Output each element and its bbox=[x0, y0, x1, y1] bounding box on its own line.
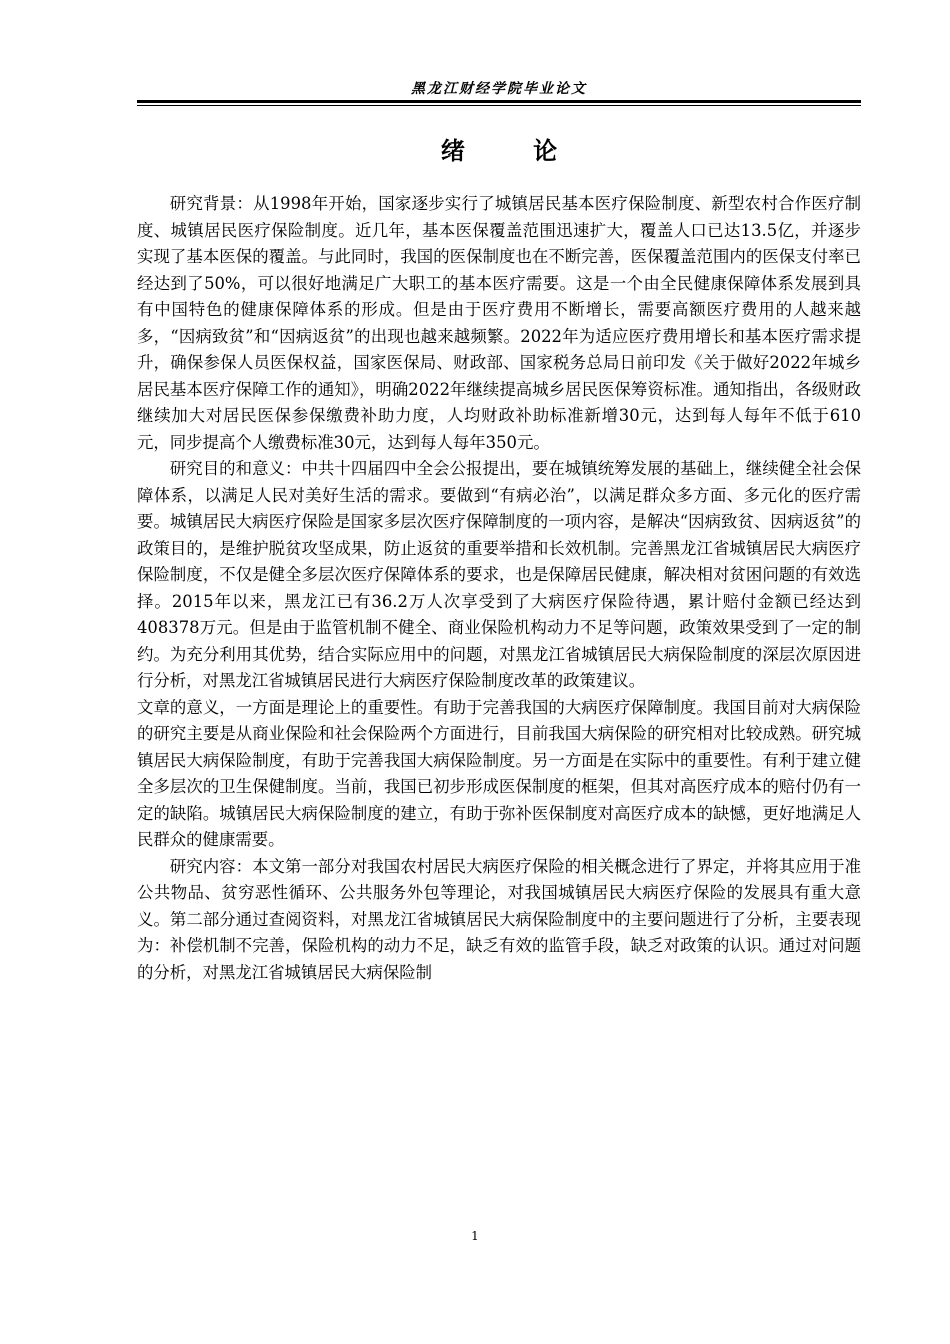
paragraph-research-content: 研究内容：本文第一部分对我国农村居民大病医疗保险的相关概念进行了界定，并将其应用于准公共物品、贫穷恶性循环、公共服务外包等理论，对我国城镇居民大病医疗保险的发展具有重大意义。第二部分通过查阅资料，对黑龙江省城镇居民大病保险制度中的主要问题进行了分析，主要表现为：补偿机制不完善，保险机构的动力不足，缺乏有效的监管手段，缺乏对政策的认识。通过对问题的分析，对黑龙江省城镇居民大病保险制 bbox=[137, 856, 861, 982]
page-number: 1 bbox=[471, 1229, 479, 1243]
paragraph-article-significance: 文章的意义，一方面是理论上的重要性。有助于完善我国的大病医疗保障制度。我国目前对大病保险的研究主要是从商业保险和社会保险两个方面进行，目前我国大病保险的研究相对比较成熟。研究城镇居民大病保险制度，有助于完善我国大病保险制度。另一方面是在实际中的重要性。有利于建立健全多层次的卫生保健制度。当前，我国已初步形成医保制度的框架，但其对高医疗成本的赔付仍有一定的缺陷。城镇居民大病保险制度的建立，有助于弥补医保制度对高医疗成本的缺憾，更好地满足人民群众的健康需要。 bbox=[137, 697, 861, 849]
chapter-title: 绪 论 bbox=[440, 136, 588, 165]
paragraph-research-background: 研究背景：从1998年开始，国家逐步实行了城镇居民基本医疗保险制度、新型农村合作医疗制度、城镇居民医疗保险制度。近几年，基本医保覆盖范围迅速扩大，覆盖人口已达13.5亿，并逐步实现了基本医保的覆盖。与此同时，我国的医保制度也在不断完善，医保覆盖范围内的医保支付率已经达到了50%，可以很好地满足广大职工的基本医疗需要。这是一个由全民健康保障体系发展到具有中国特色的健康保障体系的形成。但是由于医疗费用不断增长，需要高额医疗费用的人越来越多，“因病致贫”和“因病返贫”的出现也越来越频繁。2022年为适应医疗费用增长和基本医疗需求提升，确保参保人员医保权益，国家医保局、财政部、国家税务总局日前印发《关于做好2022年城乡居民基本医疗保障工作的通知》，明确2022年继续提高城乡居民医保筹资标准。通知指出，各级财政继续加大对居民医保参保缴费补助力度，人均财政补助标准新增30元，达到每人每年不低于610元，同步提高个人缴费标准30元，达到每人每年350元。 bbox=[137, 194, 861, 452]
body-text bbox=[137, 191, 861, 986]
paragraph-research-purpose: 研究目的和意义：中共十四届四中全会公报提出，要在城镇统筹发展的基础上，继续健全社会保障体系，以满足人民对美好生活的需求。要做到“有病必治”，以满足群众多方面、多元化的医疗需要。城镇居民大病医疗保险是国家多层次医疗保障制度的一项内容，是解决“因病致贫、因病返贫”的政策目的，是维护脱贫攻坚成果，防止返贫的重要举措和长效机制。完善黑龙江省城镇居民大病医疗保险制度，不仅是健全多层次医疗保障体系的要求，也是保障居民健康，解决相对贫困问题的有效选择。2015年以来，黑龙江已有36.2万人次享受到了大病医疗保险待遇，累计赔付金额已经达到408378万元。但是由于监管机制不健全、商业保险机构动力不足等问题，政策效果受到了一定的制约。为充分利用其优势，结合实际应用中的问题，对黑龙江省城镇居民大病保险制度的深层次原因进行分析，对黑龙江省城镇居民进行大病医疗保险制度改革的政策建议。 bbox=[137, 459, 861, 690]
header-rule-thin bbox=[137, 105, 861, 106]
header-rule-thick bbox=[137, 100, 861, 103]
running-header-title: 黑龙江财经学院毕业论文 bbox=[411, 81, 587, 97]
